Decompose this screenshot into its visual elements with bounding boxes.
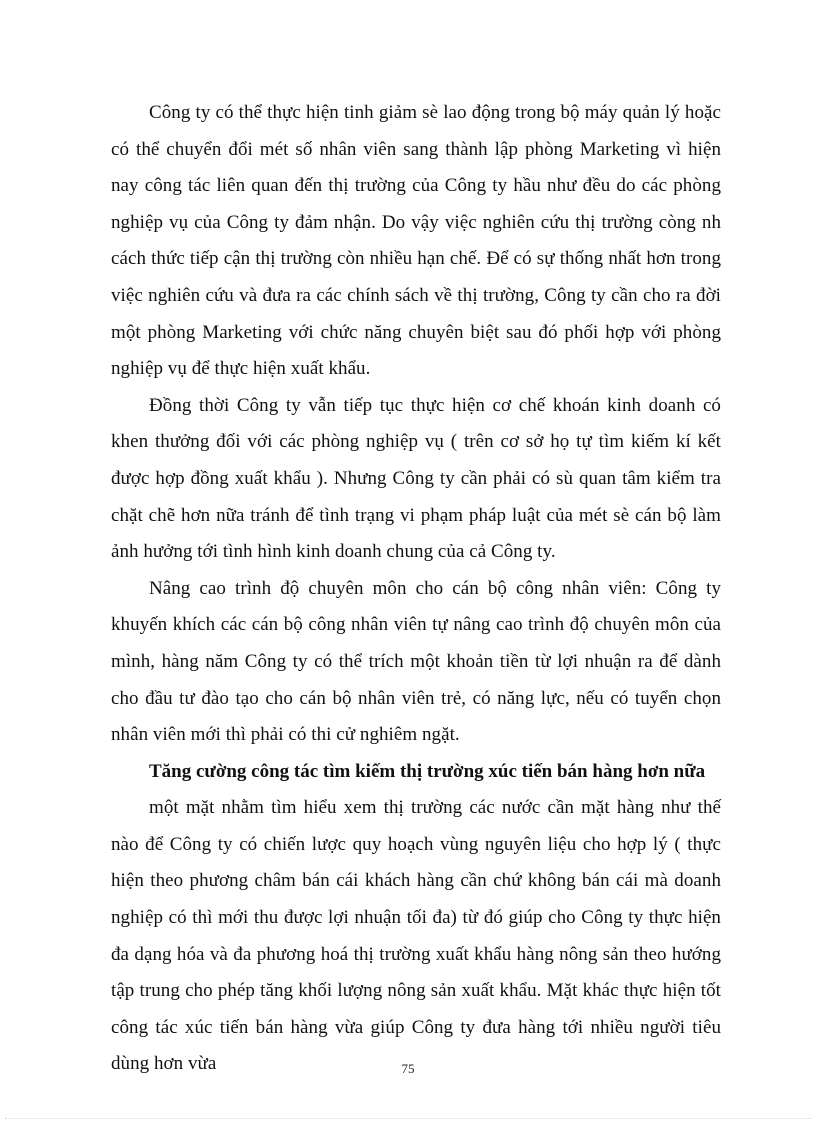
- paragraph-incentives: Đồng thời Công ty vẫn tiếp tục thực hiện cơ chế khoán kinh doanh có khen thưởng đối với các phòng nghiệp vụ ( trên cơ sở họ tự tìm kiếm kí kết được hợp đồng xuất khẩu ). Nhưng Công ty cần phải có sù quan tâm kiểm tra chặt chẽ hơn nữa tránh để tình trạng vi phạm pháp luật của mét sè cán bộ làm ảnh hưởng tới tình hình kinh doanh chung của cả Công ty.: [111, 394, 721, 563]
- section-heading: Tăng cường công tác tìm kiếm thị trường xúc tiến bán hàng hơn nữa: [149, 760, 706, 782]
- paragraph-market-research: một mặt nhằm tìm hiểu xem thị trường các nước cần mặt hàng như thế nào để Công ty có chiến lược quy hoạch vùng nguyên liệu cho hợp lý ( thực hiện theo phương châm bán cái khách hàng cần chứ không bán cái mà doanh nghiệp có thì mới thu được lợi nhuận tối đa) từ đó giúp cho Công ty thực hiện đa dạng hóa và đa phương hoá thị trường xuất khẩu hàng nông sản theo hướng tập trung cho phép tăng khối lượng nông sản xuất khẩu. Mặt khác thực hiện tốt công tác xúc tiến bán hàng vừa giúp Công ty đưa hàng tới nhiều người tiêu dùng hơn vừa: [111, 797, 721, 1075]
- paragraph-restructuring: Công ty có thể thực hiện tinh giảm sè lao động trong bộ máy quản lý hoặc có thể chuyển đổi mét số nhân viên sang thành lập phòng Marketing vì hiện nay công tác liên quan đến thị trường của Công ty hầu như đều do các phòng nghiệp vụ của Công ty đảm nhận. Do vậy việc nghiên cứu thị trường còng nh cách thức tiếp cận thị trường còn nhiều hạn chế. Để có sự thống nhất hơn trong việc nghiên cứu và đưa ra các chính sách về thị trường, Công ty cần cho ra đời một phòng Marketing với chức năng chuyên biệt sau đó phối hợp với phòng nghiệp vụ để thực hiện xuất khẩu.: [111, 102, 721, 380]
- document-body: [111, 95, 721, 1083]
- page-bottom-divider: [5, 1118, 811, 1119]
- paragraph-training: Nâng cao trình độ chuyên môn cho cán bộ công nhân viên: Công ty khuyến khích các cán bộ công nhân viên tự nâng cao trình độ chuyên môn của mình, hàng năm Công ty có thể trích một khoản tiền từ lợi nhuận ra để dành cho đầu tư đào tạo cho cán bộ nhân viên trẻ, có năng lực, nếu có tuyển chọn nhân viên mới thì phải có thi cử nghiêm ngặt.: [111, 577, 721, 746]
- page-number: 75: [401, 1061, 415, 1076]
